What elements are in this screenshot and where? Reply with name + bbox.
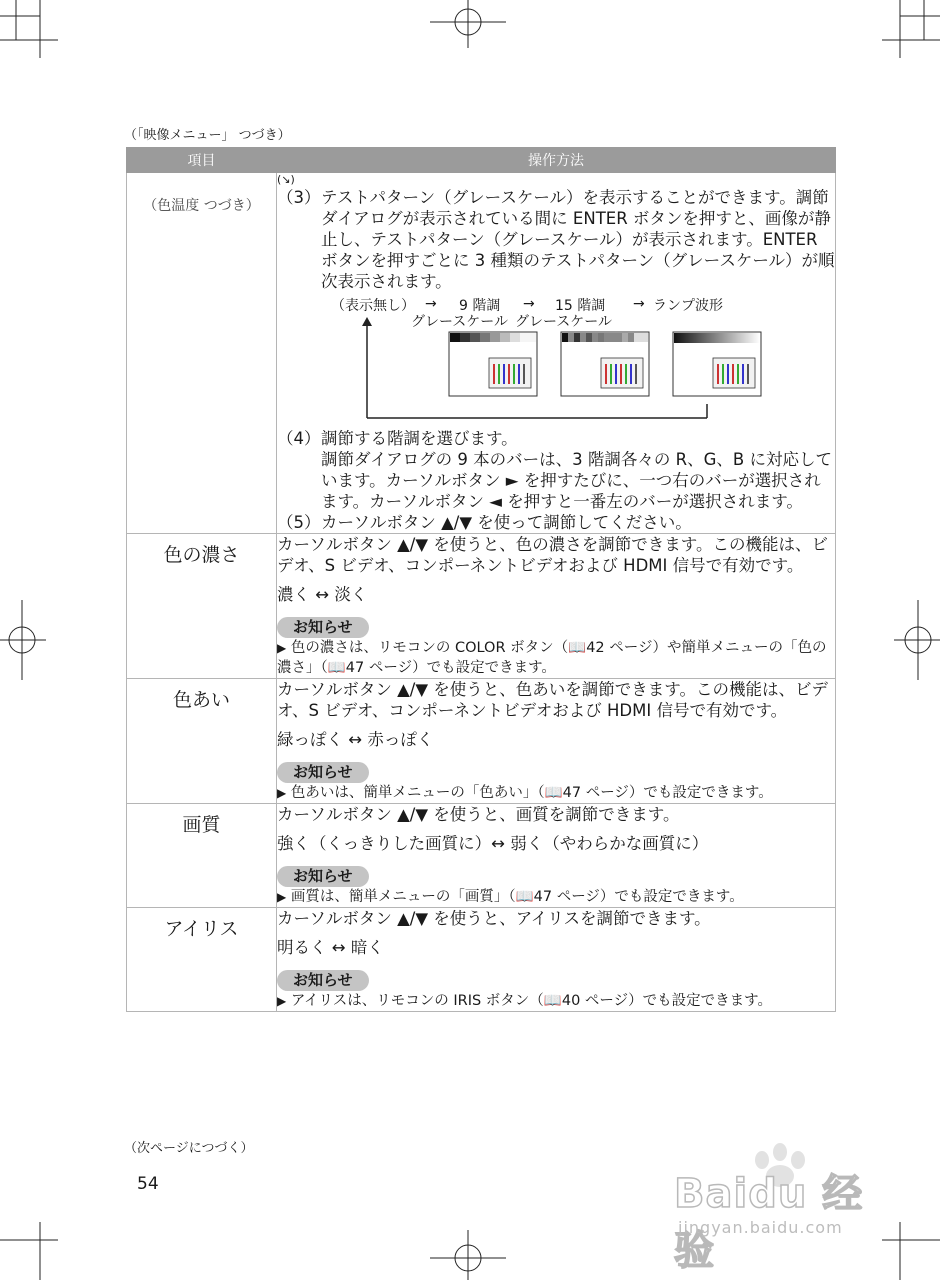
table-row-saturation — [127, 534, 836, 679]
column-header-operation: 操作方法 — [277, 148, 836, 173]
continued-on-next-page: （次ページにつづく） — [124, 1141, 254, 1156]
notice-badge: お知らせ — [277, 866, 369, 887]
test-pattern-illustration — [277, 292, 827, 428]
section-title: （「映像メニュー」 つづき） — [124, 128, 291, 143]
watermark-logo: Baidu 经验 — [674, 1171, 864, 1274]
tint-range: 緑っぽく ↔ 赤っぽく — [277, 730, 434, 749]
item-label-saturation: 色の濃さ — [163, 544, 240, 566]
step-4: （4） 調節する階調を選びます。 調節ダイアログの 9 本のバーは、3 階調各々の R、G、B に対応しています。カーソルボタン ► を押すたびに、一つ右のバーが選択されます。カーソルボタン ◄ を押すと一番左のバーが選択されます。 — [277, 429, 832, 511]
settings-table — [126, 147, 836, 1012]
sharpness-description: カーソルボタン ▲/▼ を使うと、画質を調節できます。 — [277, 805, 680, 824]
bullet-triangle-icon: ▶ — [277, 786, 287, 800]
tint-description: カーソルボタン ▲/▼ を使うと、色あいを調節できます。この機能は、ビデオ、S ビデオ、コンポーネントビデオおよび HDMI 信号で有効です。 — [277, 680, 828, 720]
table-row-sharpness — [127, 804, 836, 908]
item-label-tint: 色あい — [172, 689, 230, 711]
tint-note: ▶ 色あいは、簡単メニューの「色あい」（📖47 ページ）でも設定できます。 — [277, 785, 773, 801]
sharpness-note: ▶ 画質は、簡単メニューの「画質」（📖47 ページ）でも設定できます。 — [277, 889, 744, 905]
pattern-15-sub-label: グレースケール — [515, 314, 613, 330]
step-3-text: テストパターン（グレースケール）を表示することができます。調節ダイアログが表示されている間に ENTER ボタンを押すと、画像が静止し、テストパターン（グレースケール）が表示されます。ENTER ボタンを押すごとに 3 種類のテストパターン（グレースケール）が順次表示されます。 — [321, 188, 835, 291]
bullet-triangle-icon: ▶ — [277, 641, 287, 655]
bullet-triangle-icon: ▶ — [277, 890, 287, 904]
pattern-ramp-label: ランプ波形 — [653, 298, 723, 314]
column-header-item: 項目 — [127, 148, 277, 173]
flow-arrow-2: → — [523, 296, 535, 312]
notice-badge: お知らせ — [277, 617, 369, 638]
notice-badge: お知らせ — [277, 762, 369, 783]
step-4-text: 調節する階調を選びます。 — [321, 429, 518, 448]
watermark — [670, 1140, 900, 1274]
table-row-iris — [127, 908, 836, 1012]
iris-note: ▶ アイリスは、リモコンの IRIS ボタン（📖40 ページ）でも設定できます。 — [277, 993, 772, 1009]
item-label-sharpness: 画質 — [182, 814, 221, 836]
saturation-description: カーソルボタン ▲/▼ を使うと、色の濃さを調節できます。この機能は、ビデオ、S ビデオ、コンポーネントビデオおよび HDMI 信号で有効です。 — [277, 535, 828, 575]
pattern-9-sub-label: グレースケール — [411, 314, 509, 330]
item-label-iris: アイリス — [164, 918, 239, 940]
notice-badge: お知らせ — [277, 970, 369, 991]
pattern-none-label: （表示無し） — [331, 298, 415, 314]
flow-arrow-1: → — [425, 296, 437, 312]
saturation-note: ▶ 色の濃さは、リモコンの COLOR ボタン（📖42 ページ）や簡単メニューの「色の濃さ」（📖47 ページ）でも設定できます。 — [277, 640, 827, 676]
step-5: （5） カーソルボタン ▲/▼ を使って調節してください。 — [277, 512, 835, 533]
continued-mark: (↘) — [277, 173, 295, 186]
sharpness-range: 強く（くっきりした画質に）↔ 弱く（やわらかな画質に） — [277, 834, 709, 853]
bullet-triangle-icon: ▶ — [277, 994, 287, 1008]
item-label-color-temperature: （色温度 つづき） — [143, 198, 260, 214]
pattern-9-step-label: 9 階調 — [459, 298, 501, 314]
iris-description: カーソルボタン ▲/▼ を使うと、アイリスを調節できます。 — [277, 909, 711, 928]
flow-arrow-3: → — [633, 296, 645, 312]
table-row-color-temperature — [127, 173, 836, 534]
test-pattern-diagram — [277, 292, 835, 428]
step-4-detail: 調節ダイアログの 9 本のバーは、3 階調各々の R、G、B に対応しています。カーソルボタン ► を押すたびに、一つ右のバーが選択されます。カーソルボタン ◄ を押すと一番左のバーが選択されます。 — [321, 450, 832, 511]
watermark-url: jingyan.baidu.com — [678, 1218, 843, 1237]
saturation-range: 濃く ↔ 淡く — [277, 585, 368, 604]
step-5-text: カーソルボタン ▲/▼ を使って調節してください。 — [321, 513, 692, 532]
step-3: （3） テストパターン（グレースケール）を表示することができます。調節ダイアログが表示されている間に ENTER ボタンを押すと、画像が静止し、テストパターン（グレースケール）が表示されます。ENTER ボタンを押すごとに 3 種類のテストパターン（グレースケール）が順次表示されます。 — [277, 188, 835, 291]
pattern-15-step-label: 15 階調 — [555, 298, 606, 314]
table-row-tint — [127, 679, 836, 804]
iris-range: 明るく ↔ 暗く — [277, 938, 384, 957]
page-number: 54 — [137, 1174, 159, 1194]
